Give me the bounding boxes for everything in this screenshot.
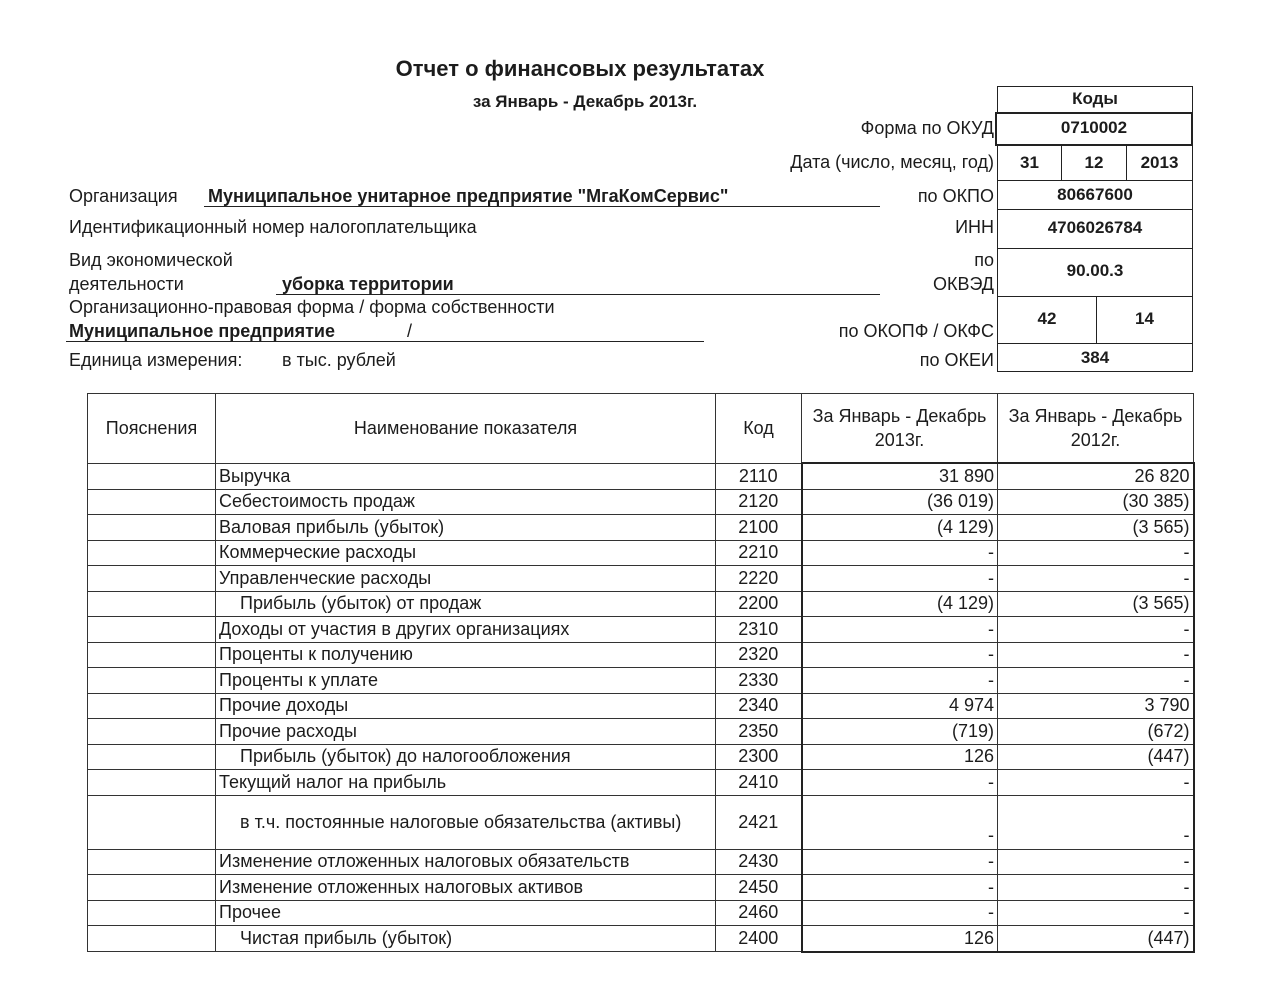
row-name: Себестоимость продаж	[216, 489, 716, 515]
row-code: 2450	[716, 875, 802, 901]
row-notes-cell	[88, 770, 216, 796]
row-value-2012: (3 565)	[998, 591, 1194, 617]
row-value-2013: 126	[802, 926, 998, 952]
row-notes-cell	[88, 795, 216, 849]
row-code: 2400	[716, 926, 802, 952]
row-notes-cell	[88, 926, 216, 952]
row-notes-cell	[88, 875, 216, 901]
row-code: 2220	[716, 566, 802, 592]
row-name: Текущий налог на прибыль	[216, 770, 716, 796]
row-code: 2310	[716, 617, 802, 643]
row-code: 2320	[716, 642, 802, 668]
row-code: 2460	[716, 900, 802, 926]
okpo-code: 80667600	[997, 180, 1193, 210]
row-name: Изменение отложенных налоговых обязательств	[216, 849, 716, 875]
row-value-2012: 26 820	[998, 463, 1194, 489]
okved-label-2: ОКВЭД	[932, 274, 994, 294]
header-2012-line1: За Январь - Декабрь	[1008, 406, 1183, 426]
row-value-2012: -	[998, 668, 1194, 694]
row-value-2012: -	[998, 795, 1194, 849]
report-title: Отчет о финансовых результатах	[395, 56, 765, 81]
row-value-2012: -	[998, 875, 1194, 901]
table-row	[88, 566, 1194, 592]
table-row	[88, 515, 1194, 541]
row-value-2013: -	[802, 849, 998, 875]
table-row	[88, 617, 1194, 643]
header-name: Наименование показателя	[216, 394, 716, 464]
legal-form-value: Муниципальное предприятие	[69, 321, 335, 341]
legal-form-label: Организационно-правовая форма / форма собственности	[69, 297, 555, 317]
row-value-2013: -	[802, 668, 998, 694]
row-value-2013: 126	[802, 744, 998, 770]
row-value-2012: -	[998, 770, 1194, 796]
row-value-2013: (719)	[802, 719, 998, 745]
row-notes-cell	[88, 744, 216, 770]
table-row	[88, 744, 1194, 770]
row-notes-cell	[88, 642, 216, 668]
row-value-2013: -	[802, 875, 998, 901]
row-value-2013: (4 129)	[802, 591, 998, 617]
row-name: Прочие расходы	[216, 719, 716, 745]
date-month: 12	[1061, 145, 1127, 181]
row-notes-cell	[88, 849, 216, 875]
header-2013-line1: За Январь - Декабрь	[812, 406, 987, 426]
okei-label: по ОКЕИ	[919, 350, 994, 370]
row-notes-cell	[88, 693, 216, 719]
table-row	[88, 719, 1194, 745]
row-name: Управленческие расходы	[216, 566, 716, 592]
row-value-2013: 31 890	[802, 463, 998, 489]
table-row	[88, 642, 1194, 668]
date-day: 31	[997, 145, 1062, 181]
row-name: Прибыль (убыток) до налогообложения	[216, 744, 716, 770]
row-notes-cell	[88, 719, 216, 745]
row-value-2012: 3 790	[998, 693, 1194, 719]
table-row	[88, 795, 1194, 849]
row-code: 2340	[716, 693, 802, 719]
row-name: Прочие доходы	[216, 693, 716, 719]
unit-label: Единица измерения:	[69, 350, 243, 370]
row-name: Прибыль (убыток) от продаж	[216, 591, 716, 617]
row-value-2012: -	[998, 642, 1194, 668]
date-label: Дата (число, месяц, год)	[790, 152, 994, 172]
header-2012	[998, 394, 1194, 464]
row-value-2013: -	[802, 900, 998, 926]
okei-code: 384	[997, 343, 1193, 372]
okfs-code: 14	[1096, 296, 1193, 344]
row-notes-cell	[88, 668, 216, 694]
row-value-2013: (4 129)	[802, 515, 998, 541]
row-value-2012: -	[998, 540, 1194, 566]
legal-form-separator: /	[407, 321, 413, 341]
row-code: 2330	[716, 668, 802, 694]
row-value-2013: 4 974	[802, 693, 998, 719]
row-notes-cell	[88, 463, 216, 489]
legal-form-underline	[66, 341, 704, 342]
unit-value: в тыс. рублей	[282, 350, 396, 370]
row-name: Выручка	[216, 463, 716, 489]
org-label: Организация	[69, 186, 178, 206]
header-2013	[802, 394, 998, 464]
row-value-2013: -	[802, 566, 998, 592]
row-code: 2110	[716, 463, 802, 489]
header-code: Код	[716, 394, 802, 464]
row-value-2013: -	[802, 540, 998, 566]
row-code: 2300	[716, 744, 802, 770]
row-value-2012: -	[998, 566, 1194, 592]
inn-code: 4706026784	[997, 209, 1193, 249]
row-code: 2100	[716, 515, 802, 541]
row-value-2012: (30 385)	[998, 489, 1194, 515]
table-row	[88, 693, 1194, 719]
row-name: Прочее	[216, 900, 716, 926]
row-name: Доходы от участия в других организациях	[216, 617, 716, 643]
row-value-2012: -	[998, 900, 1194, 926]
row-value-2013: -	[802, 642, 998, 668]
row-notes-cell	[88, 540, 216, 566]
table-row	[88, 591, 1194, 617]
row-name: Коммерческие расходы	[216, 540, 716, 566]
table-header-row	[88, 394, 1194, 464]
row-name: в т.ч. постоянные налоговые обязательства (активы)	[216, 795, 716, 849]
row-notes-cell	[88, 900, 216, 926]
table-row	[88, 900, 1194, 926]
table-row	[88, 540, 1194, 566]
activity-label-2: деятельности	[69, 274, 184, 294]
okud-code: 0710002	[995, 112, 1193, 146]
row-notes-cell	[88, 566, 216, 592]
row-notes-cell	[88, 515, 216, 541]
row-notes-cell	[88, 489, 216, 515]
row-notes-cell	[88, 591, 216, 617]
inn-label: ИНН	[955, 217, 994, 237]
table-row	[88, 463, 1194, 489]
row-value-2012: (3 565)	[998, 515, 1194, 541]
row-name: Изменение отложенных налоговых активов	[216, 875, 716, 901]
row-value-2013: -	[802, 795, 998, 849]
okopf-label: по ОКОПФ / ОКФС	[838, 321, 994, 341]
org-underline	[204, 206, 880, 207]
header-notes: Пояснения	[88, 394, 216, 464]
row-value-2012: (447)	[998, 926, 1194, 952]
activity-underline	[276, 294, 880, 295]
table-row	[88, 926, 1194, 952]
report-period: за Январь - Декабрь 2013г.	[472, 92, 698, 111]
row-name: Валовая прибыль (убыток)	[216, 515, 716, 541]
row-name: Проценты к получению	[216, 642, 716, 668]
okopf-code: 42	[997, 296, 1097, 344]
codes-header: Коды	[997, 86, 1193, 113]
row-value-2013: (36 019)	[802, 489, 998, 515]
row-value-2013: -	[802, 617, 998, 643]
row-notes-cell	[88, 617, 216, 643]
activity-value: уборка территории	[282, 274, 454, 294]
header-2012-line2: 2012г.	[1070, 430, 1121, 450]
row-value-2013: -	[802, 770, 998, 796]
org-name: Муниципальное унитарное предприятие "МгаКомСервис"	[208, 186, 729, 206]
table-row	[88, 875, 1194, 901]
row-value-2012: (447)	[998, 744, 1194, 770]
row-value-2012: -	[998, 617, 1194, 643]
table-row	[88, 668, 1194, 694]
row-name: Проценты к уплате	[216, 668, 716, 694]
okved-label-1: по	[974, 250, 994, 270]
row-code: 2430	[716, 849, 802, 875]
table-row	[88, 849, 1194, 875]
row-name: Чистая прибыль (убыток)	[216, 926, 716, 952]
row-value-2012: -	[998, 849, 1194, 875]
row-code: 2410	[716, 770, 802, 796]
header-2013-line2: 2013г.	[874, 430, 925, 450]
row-code: 2421	[716, 795, 802, 849]
row-code: 2350	[716, 719, 802, 745]
inn-desc-label: Идентификационный номер налогоплательщика	[69, 217, 477, 237]
okud-label: Форма по ОКУД	[860, 118, 994, 138]
financial-results-table	[87, 393, 1195, 953]
table-row	[88, 770, 1194, 796]
okved-code: 90.00.3	[997, 248, 1193, 297]
row-code: 2210	[716, 540, 802, 566]
row-value-2012: (672)	[998, 719, 1194, 745]
date-year: 2013	[1126, 145, 1193, 181]
activity-label-1: Вид экономической	[69, 250, 233, 270]
row-code: 2120	[716, 489, 802, 515]
row-code: 2200	[716, 591, 802, 617]
table-row	[88, 489, 1194, 515]
okpo-label: по ОКПО	[917, 186, 994, 206]
